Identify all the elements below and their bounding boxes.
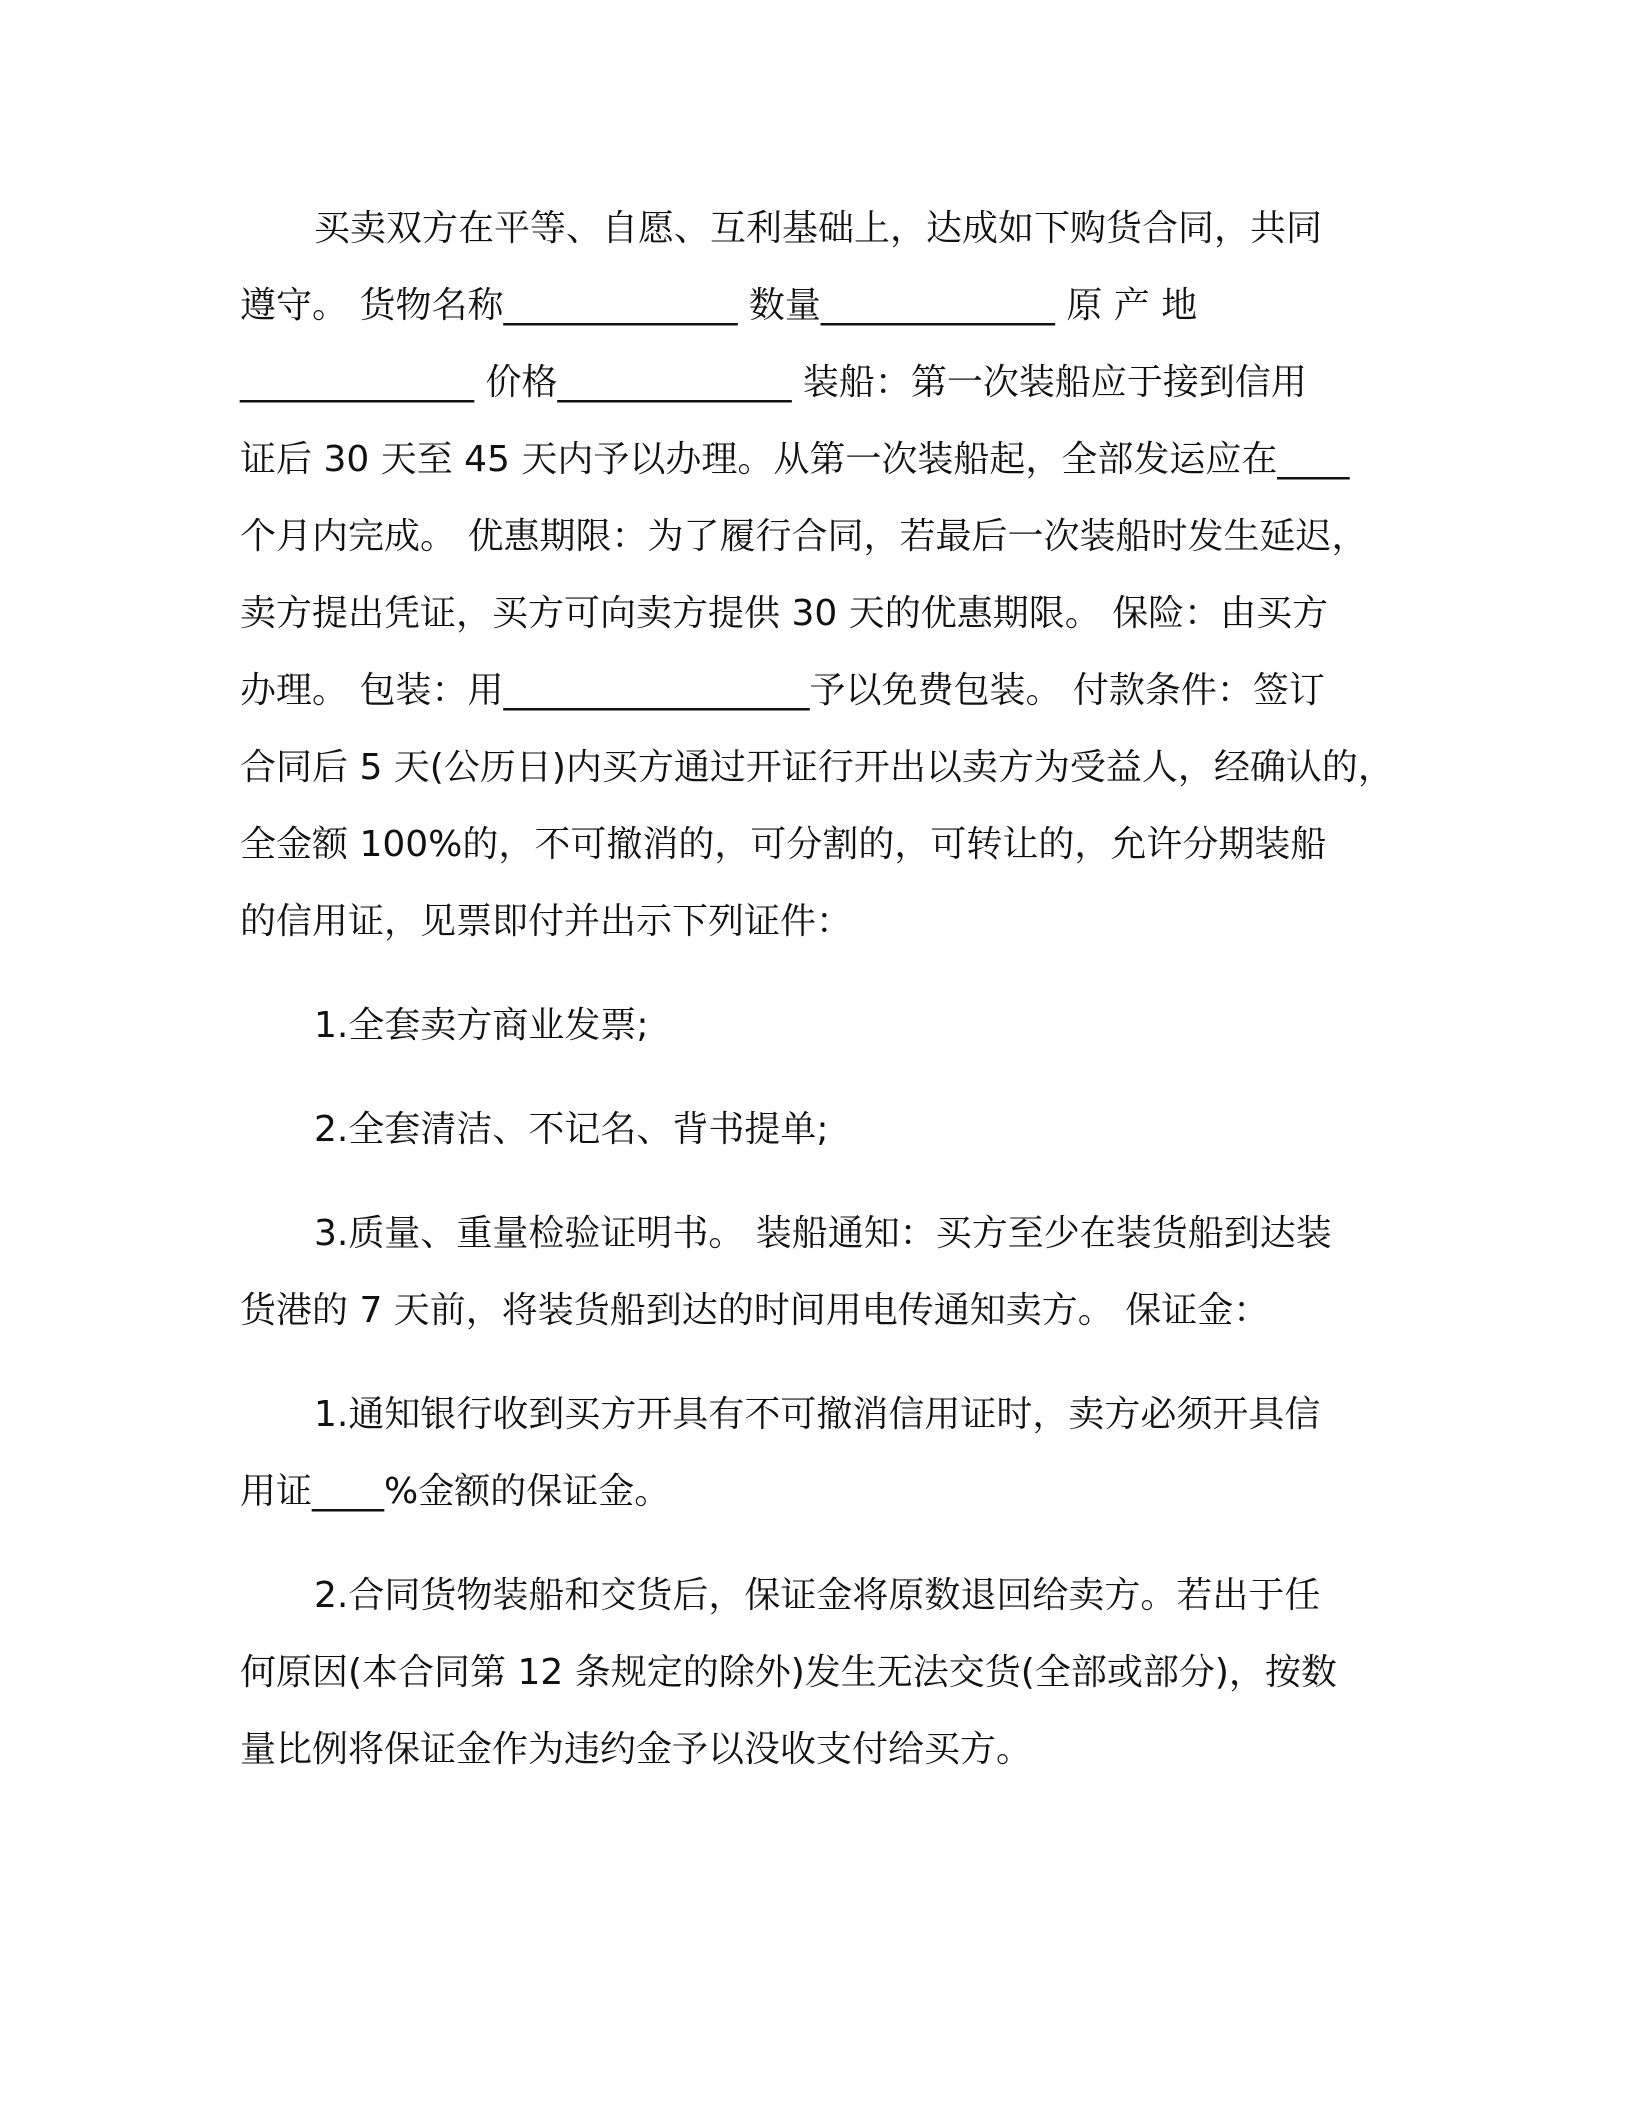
paragraph-intro-line-10: 的信用证，见票即付并出示下列证件： [240,901,853,942]
paragraph-intro-line-6: 卖方提出凭证，买方可向卖方提供 30 天的优惠期限。 保险：由买方 [240,593,1329,634]
paragraph-gap [240,1064,1400,1091]
deposit-item-2-line-2: 何原因(本合同第 12 条规定的除外)发生无法交货(全部或部分)，按数 [240,1652,1337,1693]
deposit-item-2-line-3: 量比例将保证金作为违约金予以没收支付给买方。 [240,1729,1033,1770]
list-item-commercial-invoice: 1.全套卖方商业发票; [314,1005,649,1046]
paragraph-gap [240,1530,1400,1557]
shipping-notice-line: 货港的 7 天前，将装货船到达的时间用电传通知卖方。 保证金： [240,1290,1270,1331]
paragraph-intro-line-8: 合同后 5 天(公历日)内买方通过开证行开出以卖方为受益人，经确认的， [240,747,1394,788]
paragraph-intro-line-7: 办理。 包装：用_________________予以免费包装。 付款条件：签订 [240,670,1325,711]
paragraph-intro-line-4: 证后 30 天至 45 天内予以办理。从第一次装船起，全部发运应在____ [240,439,1350,480]
paragraph-gap [240,1168,1400,1195]
deposit-item-2-line-1: 2.合同货物装船和交货后，保证金将原数退回给卖方。若出于任 [314,1575,1321,1616]
paragraph-intro-line-2: 遵守。 货物名称_____________ 数量_____________ 原 产 地 [240,285,1198,326]
deposit-item-1-line-1: 1.通知银行收到买方开具有不可撤消信用证时，卖方必须开具信 [314,1394,1321,1435]
paragraph-intro-line-3: _____________ 价格_____________ 装船：第一次装船应于接到信用 [240,362,1307,403]
paragraph-gap [240,1349,1400,1376]
paragraph-intro-line-1: 买卖双方在平等、自愿、互利基础上，达成如下购货合同，共同 [314,208,1323,249]
list-item-inspection-certificate: 3.质量、重量检验证明书。 装船通知：买方至少在装货船到达装 [314,1213,1332,1254]
document-body [240,190,1400,1788]
deposit-item-1-line-2: 用证____%金额的保证金。 [240,1471,671,1512]
list-item-bill-of-lading: 2.全套清洁、不记名、背书提单; [314,1109,829,1150]
paragraph-gap [240,960,1400,987]
paragraph-intro-line-9: 全金额 100%的，不可撤消的，可分割的，可转让的，允许分期装船 [240,824,1327,865]
paragraph-intro-line-5: 个月内完成。 优惠期限：为了履行合同，若最后一次装船时发生延迟， [240,516,1368,557]
